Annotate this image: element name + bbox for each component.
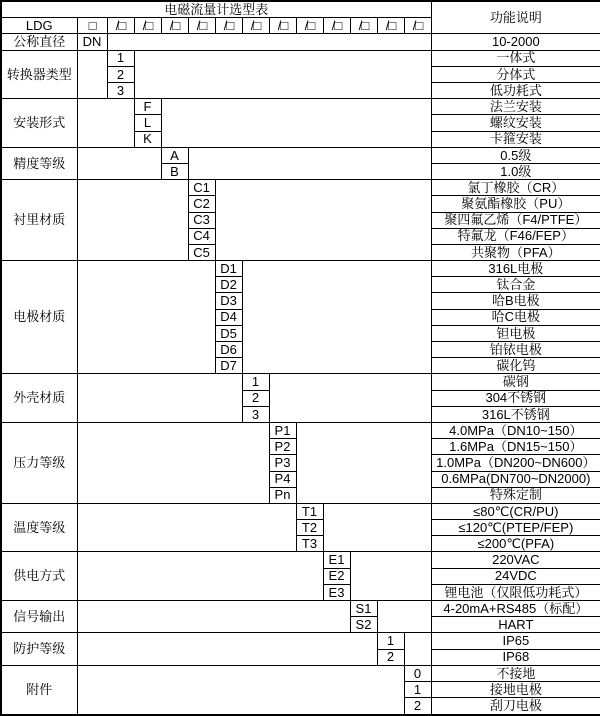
option-code: E2 (323, 568, 350, 584)
grid-spacer (161, 99, 431, 148)
option-desc: 氯丁橡胶（CR） (431, 180, 600, 196)
option-code: C2 (188, 196, 215, 212)
category-label: 供电方式 (1, 552, 77, 601)
option-code: P2 (269, 439, 296, 455)
function-desc-header: 功能说明 (431, 1, 600, 34)
category-row (1, 601, 600, 617)
option-code: P4 (269, 471, 296, 487)
option-desc: 1.6MPa（DN15~150） (431, 439, 600, 455)
category-row (1, 552, 600, 568)
category-label: 温度等级 (1, 503, 77, 552)
category-row (1, 180, 600, 196)
model-code-slot: /□ (134, 18, 161, 34)
option-desc: 24VDC (431, 568, 600, 584)
category-row (1, 34, 600, 50)
grid-spacer (77, 261, 215, 374)
option-desc: ≤80℃(CR/PU) (431, 503, 600, 519)
category-label: 衬里材质 (1, 180, 77, 261)
option-code: T2 (296, 520, 323, 536)
category-label: 电极材质 (1, 261, 77, 374)
title-row (1, 1, 600, 18)
grid-spacer (269, 374, 431, 423)
option-desc: 0.5级 (431, 147, 600, 163)
option-desc: 法兰安装 (431, 99, 600, 115)
option-desc: 4-20mA+RS485（标配） (431, 601, 600, 617)
option-desc: 0.6MPa(DN700~DN2000) (431, 471, 600, 487)
grid-spacer (404, 633, 431, 665)
category-label: 压力等级 (1, 422, 77, 503)
option-desc: IP68 (431, 649, 600, 665)
category-row (1, 422, 600, 438)
grid-spacer (377, 601, 431, 633)
option-desc: 卡箍安装 (431, 131, 600, 147)
option-desc: 钽电极 (431, 325, 600, 341)
option-code: 1 (377, 633, 404, 649)
category-row (1, 261, 600, 277)
option-code: C1 (188, 180, 215, 196)
option-code: L (134, 115, 161, 131)
category-row (1, 147, 600, 163)
grid-spacer (215, 180, 431, 261)
option-code: 2 (242, 390, 269, 406)
option-code: 2 (377, 649, 404, 665)
option-code: F (134, 99, 161, 115)
option-desc: ≤200℃(PFA) (431, 536, 600, 552)
option-desc: 低功耗式 (431, 83, 600, 99)
option-code: Pn (269, 487, 296, 503)
option-desc: IP65 (431, 633, 600, 649)
category-row (1, 665, 600, 681)
option-code: A (161, 147, 188, 163)
category-label: 附件 (1, 665, 77, 715)
option-desc: 不接地 (431, 665, 600, 681)
grid-spacer (77, 50, 107, 99)
option-desc: 哈B电极 (431, 293, 600, 309)
category-label: 安装形式 (1, 99, 77, 148)
option-code: E1 (323, 552, 350, 568)
model-code-slot: /□ (215, 18, 242, 34)
page-title: 电磁流量计选型表 (1, 1, 431, 18)
grid-spacer (323, 503, 431, 552)
option-code: 0 (404, 665, 431, 681)
option-desc: 316L不锈钢 (431, 406, 600, 422)
grid-spacer (77, 633, 377, 665)
option-desc: 316L电极 (431, 261, 600, 277)
option-code: B (161, 163, 188, 179)
model-code-slot: /□ (377, 18, 404, 34)
model-code-slot: /□ (296, 18, 323, 34)
option-desc: 特氟龙（F46/FEP） (431, 228, 600, 244)
option-code: 2 (107, 66, 134, 82)
option-code: E3 (323, 584, 350, 600)
option-code: P1 (269, 422, 296, 438)
option-code: K (134, 131, 161, 147)
option-desc: 铂铱电极 (431, 342, 600, 358)
model-code-slot: /□ (350, 18, 377, 34)
option-code: D5 (215, 325, 242, 341)
grid-spacer (77, 503, 296, 552)
option-desc: 聚氨酯橡胶（PU） (431, 196, 600, 212)
category-row (1, 503, 600, 519)
option-desc: 接地电极 (431, 681, 600, 697)
grid-spacer (296, 422, 431, 503)
option-desc: 4.0MPa（DN10~150） (431, 422, 600, 438)
model-code-box: □ (77, 18, 107, 34)
option-code: S2 (350, 617, 377, 633)
option-desc: 一体式 (431, 50, 600, 66)
category-label: 信号输出 (1, 601, 77, 633)
grid-spacer (77, 180, 188, 261)
model-code-slot: /□ (188, 18, 215, 34)
option-desc: 哈C电极 (431, 309, 600, 325)
option-desc: 特殊定制 (431, 487, 600, 503)
option-code: T3 (296, 536, 323, 552)
option-desc: 碳化钨 (431, 358, 600, 374)
grid-spacer (77, 665, 404, 715)
option-desc: 锂电池（仅限低功耗式） (431, 584, 600, 600)
grid-spacer (77, 422, 269, 503)
category-label: 转换器类型 (1, 50, 77, 99)
option-code: D7 (215, 358, 242, 374)
grid-spacer (242, 261, 431, 374)
category-row (1, 374, 600, 390)
option-desc: 10-2000 (431, 34, 600, 50)
category-row (1, 633, 600, 649)
option-desc: HART (431, 617, 600, 633)
option-desc: 共聚物（PFA） (431, 244, 600, 260)
option-code: 1 (107, 50, 134, 66)
option-desc: 钛合金 (431, 277, 600, 293)
option-code: S1 (350, 601, 377, 617)
option-code: D3 (215, 293, 242, 309)
grid-spacer (77, 99, 134, 148)
option-desc: 聚四氟乙烯（F4/PTFE） (431, 212, 600, 228)
option-code: C3 (188, 212, 215, 228)
option-code: 1 (404, 681, 431, 697)
option-desc: 碳钢 (431, 374, 600, 390)
model-code-slot: /□ (242, 18, 269, 34)
option-code: 1 (242, 374, 269, 390)
option-code: C5 (188, 244, 215, 260)
category-label: 公称直径 (1, 34, 77, 50)
option-code: DN (77, 34, 107, 50)
option-code: D1 (215, 261, 242, 277)
category-label: 精度等级 (1, 147, 77, 179)
category-label: 外壳材质 (1, 374, 77, 423)
option-desc: 1.0级 (431, 163, 600, 179)
model-prefix-label: LDG (1, 18, 77, 34)
grid-spacer (350, 552, 431, 601)
grid-spacer (134, 50, 431, 99)
option-code: T1 (296, 503, 323, 519)
grid-spacer (77, 601, 350, 633)
option-code: 3 (242, 406, 269, 422)
category-label: 防护等级 (1, 633, 77, 665)
model-code-slot: /□ (269, 18, 296, 34)
option-code: 3 (107, 83, 134, 99)
option-desc: 1.0MPa（DN200~DN600） (431, 455, 600, 471)
grid-spacer (77, 552, 323, 601)
option-desc: 刮刀电极 (431, 698, 600, 715)
option-code: 2 (404, 698, 431, 715)
grid-spacer (77, 147, 161, 179)
model-code-slot: /□ (161, 18, 188, 34)
option-desc: 220VAC (431, 552, 600, 568)
model-code-slot: /□ (404, 18, 431, 34)
model-code-slot: /□ (107, 18, 134, 34)
category-row (1, 99, 600, 115)
option-code: D2 (215, 277, 242, 293)
grid-spacer (107, 34, 431, 50)
option-desc: ≤120℃(PTEP/FEP) (431, 520, 600, 536)
option-code: D4 (215, 309, 242, 325)
option-desc: 螺纹安装 (431, 115, 600, 131)
model-code-slot: /□ (323, 18, 350, 34)
category-row (1, 50, 600, 66)
option-desc: 分体式 (431, 66, 600, 82)
grid-spacer (77, 374, 242, 423)
grid-spacer (188, 147, 431, 179)
option-desc: 304不锈钢 (431, 390, 600, 406)
option-code: D6 (215, 342, 242, 358)
option-code: C4 (188, 228, 215, 244)
option-code: P3 (269, 455, 296, 471)
